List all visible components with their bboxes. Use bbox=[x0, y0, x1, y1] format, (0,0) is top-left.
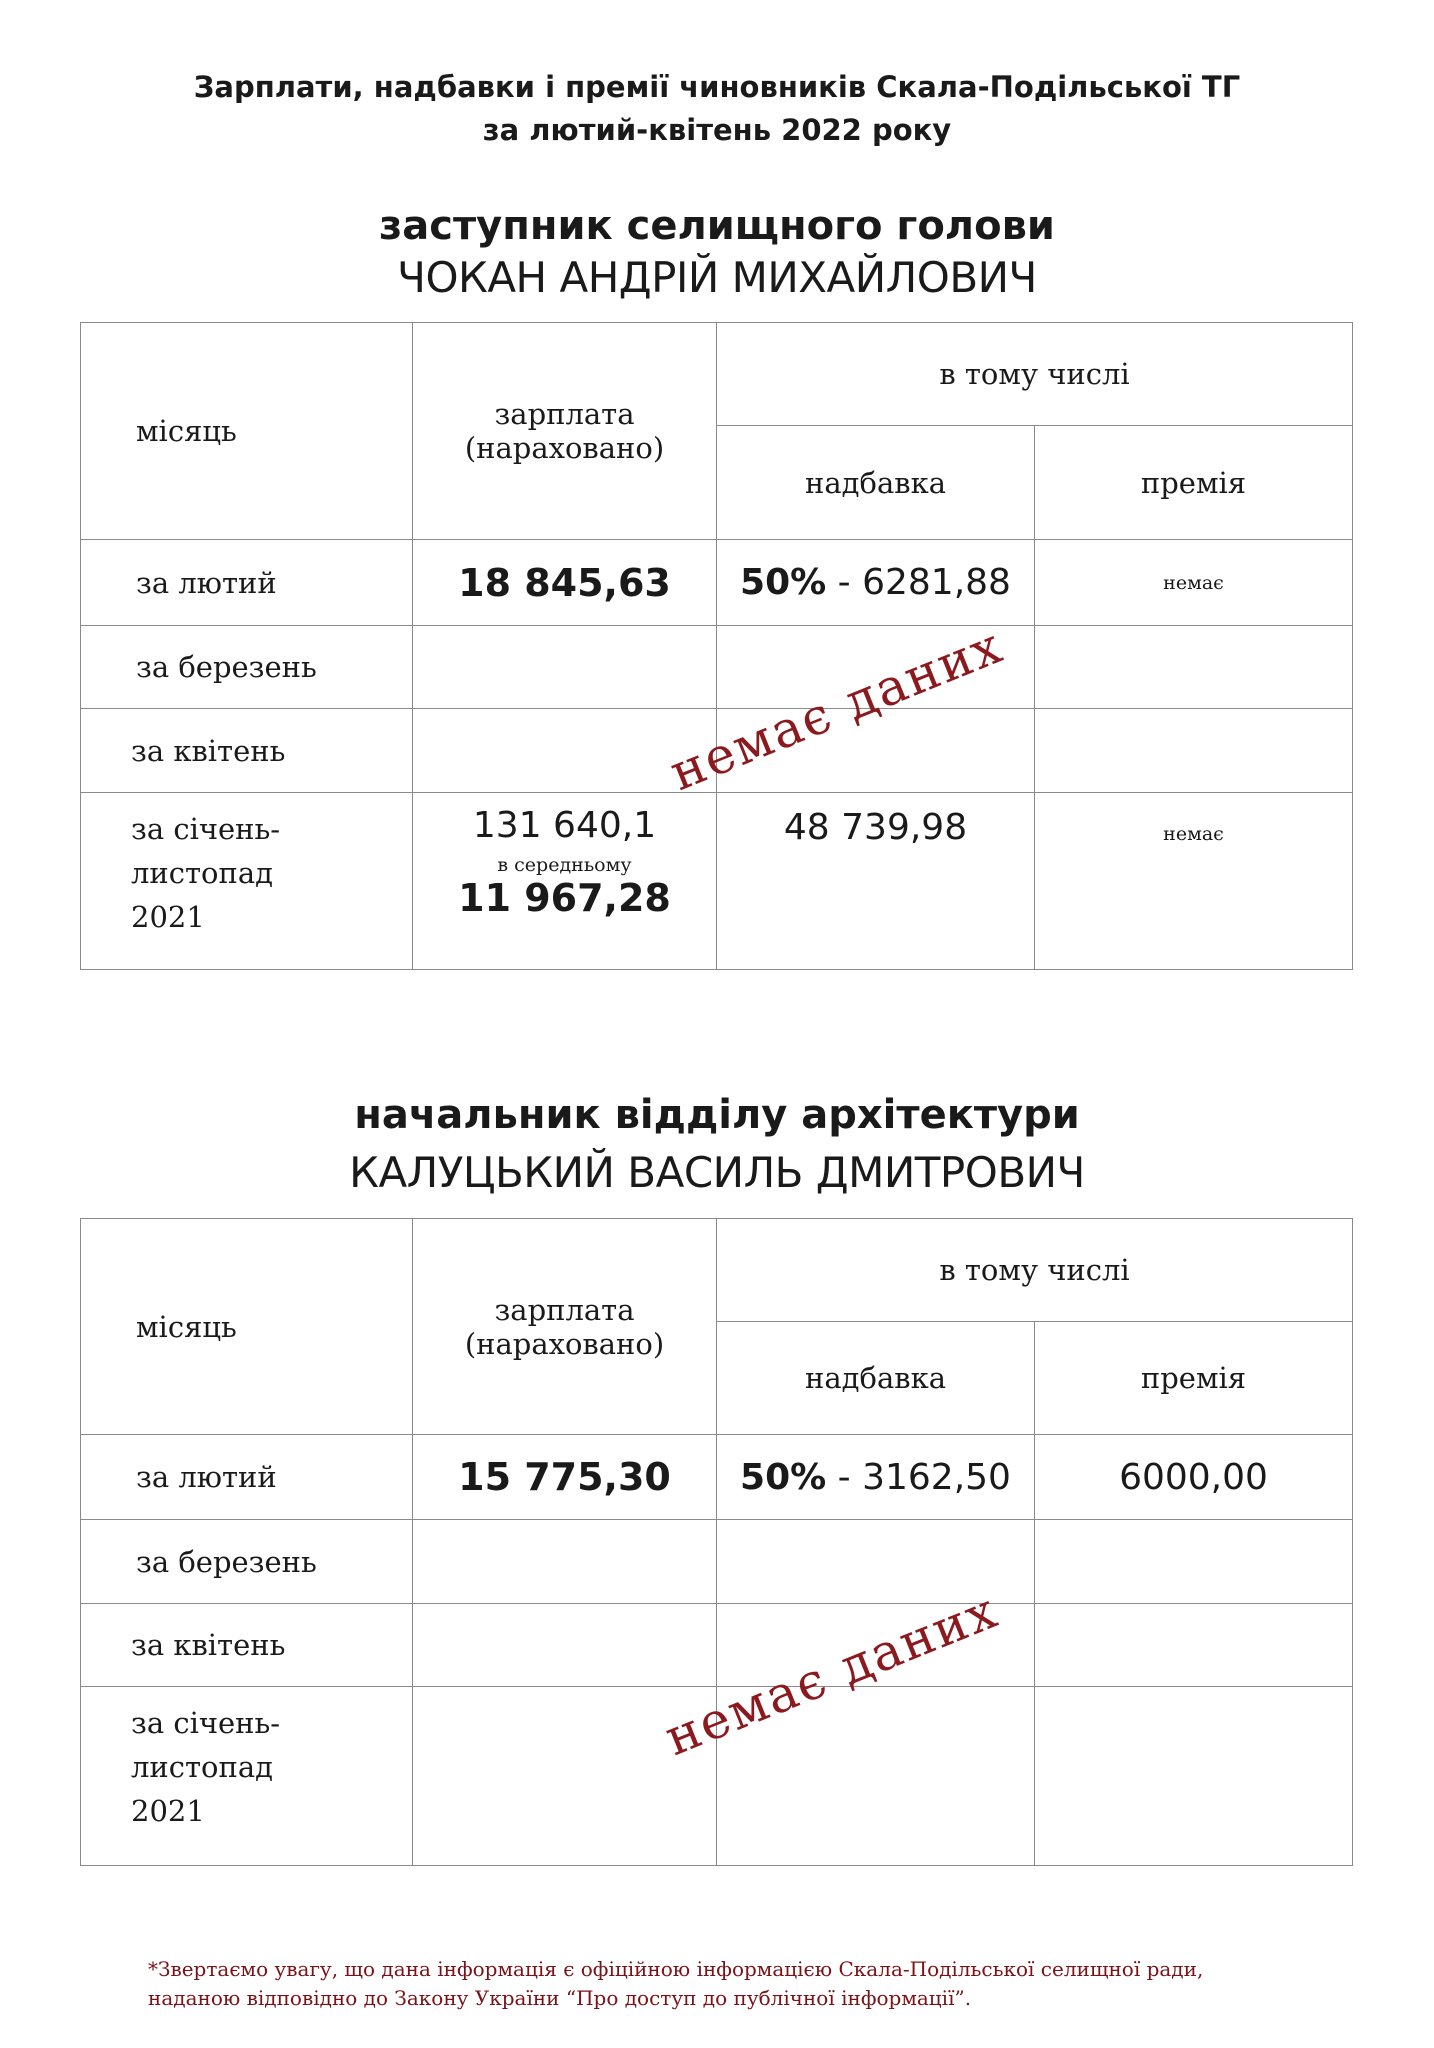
month-line: за січень- bbox=[131, 1706, 281, 1740]
average-label: в середньому bbox=[497, 854, 632, 876]
salary-table-1 bbox=[80, 322, 1353, 970]
salary-total: 131 640,1 bbox=[472, 805, 657, 846]
allowance-value: - 6281,88 bbox=[826, 562, 1011, 603]
month-line: листопад bbox=[131, 856, 273, 890]
header-month: місяць bbox=[81, 1219, 413, 1435]
header-allowance: надбавка bbox=[717, 426, 1035, 540]
month-cell: за березень bbox=[81, 626, 413, 709]
bonus-cell: 6000,00 bbox=[1035, 1435, 1353, 1520]
salary-average: 11 967,28 bbox=[458, 876, 671, 920]
official-name: КАЛУЦЬКИЙ ВАСИЛЬ ДМИТРОВИЧ bbox=[349, 1148, 1085, 1197]
table-row bbox=[81, 540, 1353, 626]
salary-table-2 bbox=[80, 1218, 1353, 1866]
month-cell bbox=[81, 1687, 413, 1866]
footnote bbox=[148, 1955, 1203, 2013]
month-cell: за березень bbox=[81, 1520, 413, 1604]
no-data-stamp: немає даних bbox=[661, 615, 1011, 803]
month-line: листопад bbox=[131, 1750, 273, 1784]
header-allowance: надбавка bbox=[717, 1322, 1035, 1435]
allowance-value: - 3162,50 bbox=[826, 1456, 1011, 1498]
allowance-cell bbox=[717, 540, 1035, 626]
table-row bbox=[81, 1604, 1353, 1687]
salary-cell: 15 775,30 bbox=[413, 1435, 717, 1520]
month-cell: за лютий bbox=[81, 540, 413, 626]
footnote-line2: наданою відповідно до Закону України “Про доступ до публічної інформації”. bbox=[148, 1986, 972, 2010]
bonus-cell: немає bbox=[1035, 793, 1353, 970]
document-title-line2: за лютий-квітень 2022 року bbox=[482, 113, 952, 147]
allowance-pct: 50% bbox=[740, 562, 827, 603]
official-position: начальник відділу архітектури bbox=[354, 1092, 1080, 1138]
month-line: за січень- bbox=[131, 812, 281, 846]
table-row bbox=[81, 626, 1353, 709]
allowance-cell bbox=[717, 1435, 1035, 1520]
table-row bbox=[81, 793, 1353, 970]
header-salary-line2: (нараховано) bbox=[464, 431, 665, 465]
official-name: ЧОКАН АНДРІЙ МИХАЙЛОВИЧ bbox=[397, 253, 1037, 302]
table-row bbox=[81, 1435, 1353, 1520]
header-salary-line1: зарплата bbox=[494, 397, 635, 431]
document-title-line1: Зарплати, надбавки і премії чиновників Скала-Подільської ТГ bbox=[193, 70, 1241, 104]
header-including: в тому числі bbox=[717, 323, 1353, 426]
header-bonus: премія bbox=[1035, 426, 1353, 540]
salary-cell: 18 845,63 bbox=[413, 540, 717, 626]
table-row bbox=[81, 1520, 1353, 1604]
header-salary bbox=[413, 1219, 717, 1435]
official-position: заступник селищного голови bbox=[379, 203, 1055, 249]
header-bonus: премія bbox=[1035, 1322, 1353, 1435]
month-cell bbox=[81, 793, 413, 970]
header-salary-line1: зарплата bbox=[494, 1292, 635, 1327]
month-cell: за лютий bbox=[81, 1435, 413, 1520]
header-salary bbox=[413, 323, 717, 540]
no-data-stamp: немає даних bbox=[656, 1580, 1006, 1768]
salary-cell bbox=[413, 793, 717, 970]
month-cell: за квітень bbox=[81, 1604, 413, 1687]
month-cell: за квітень bbox=[81, 709, 413, 793]
footnote-line1: *Звертаємо увагу, що дана інформація є офіційною інформацією Скала-Подільської селищної ради, bbox=[148, 1957, 1204, 1981]
allowance-pct: 50% bbox=[740, 1456, 827, 1498]
month-line: 2021 bbox=[131, 1794, 205, 1828]
header-month: місяць bbox=[81, 323, 413, 540]
header-salary-line2: (нараховано) bbox=[464, 1326, 665, 1361]
header-including: в тому числі bbox=[717, 1219, 1353, 1322]
allowance-cell: 48 739,98 bbox=[717, 793, 1035, 970]
bonus-cell: немає bbox=[1035, 540, 1353, 626]
month-line: 2021 bbox=[131, 900, 205, 934]
